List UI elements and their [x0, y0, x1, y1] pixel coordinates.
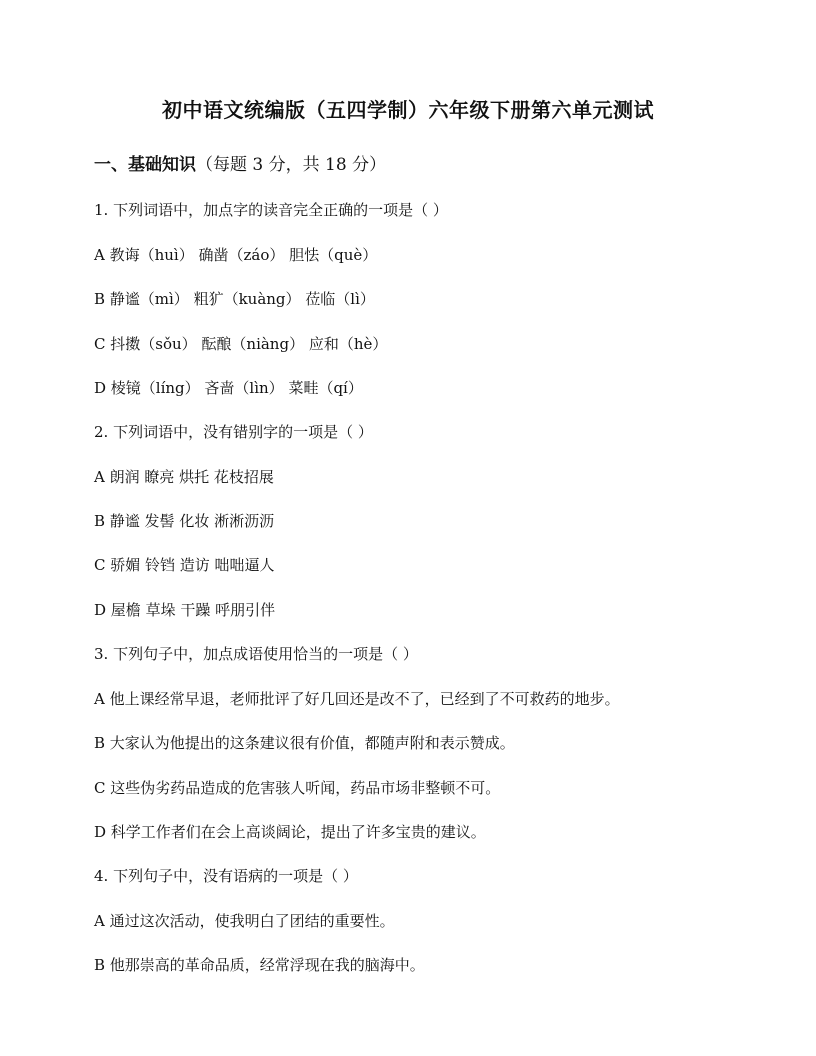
question-3-stem: 3. 下列句子中，加点成语使用恰当的一项是（ ） — [94, 645, 418, 663]
question-4-option-b: B 他那崇高的革命品质，经常浮现在我的脑海中。 — [94, 956, 425, 974]
question-1-option-b: B 静谧（mì） 粗犷（kuàng） 莅临（lì） — [94, 290, 375, 308]
question-1-stem: 1. 下列词语中，加点字的读音完全正确的一项是（ ） — [94, 201, 448, 219]
section-heading-label: 一、基础知识 — [94, 155, 196, 175]
question-2-option-a: A 朗润 瞭亮 烘托 花枝招展 — [94, 468, 274, 486]
question-3-option-c: C 这些伪劣药品造成的危害骇人听闻，药品市场非整顿不可。 — [94, 779, 501, 797]
question-1-option-c: C 抖擞（sǒu） 酝酿（niàng） 应和（hè） — [94, 335, 388, 353]
question-4-option-a: A 通过这次活动，使我明白了团结的重要性。 — [94, 912, 395, 930]
page-title: 初中语文统编版（五四学制）六年级下册第六单元测试 — [162, 98, 654, 122]
question-3-option-a: A 他上课经常早退，老师批评了好几回还是改不了，已经到了不可救药的地步。 — [94, 690, 620, 708]
question-2-stem: 2. 下列词语中，没有错别字的一项是（ ） — [94, 423, 373, 441]
question-1-option-d: D 棱镜（líng） 吝啬（lìn） 菜畦（qí） — [94, 379, 363, 397]
question-4-stem: 4. 下列句子中，没有语病的一项是（ ） — [94, 867, 358, 885]
question-2-option-c: C 骄媚 铃铛 造访 咄咄逼人 — [94, 556, 275, 574]
question-3-option-d: D 科学工作者们在会上高谈阔论，提出了许多宝贵的建议。 — [94, 823, 486, 841]
section-heading-note: （每题 3 分，共 18 分） — [196, 155, 387, 175]
question-2-option-b: B 静谧 发髻 化妆 淅淅沥沥 — [94, 512, 275, 530]
section-heading — [94, 150, 386, 175]
question-1-option-a: A 教诲（huì） 确凿（záo） 胆怯（què） — [94, 246, 378, 264]
question-3-option-b: B 大家认为他提出的这条建议很有价值，都随声附和表示赞成。 — [94, 734, 515, 752]
question-2-option-d: D 屋檐 草垛 干躁 呼朋引伴 — [94, 601, 276, 619]
